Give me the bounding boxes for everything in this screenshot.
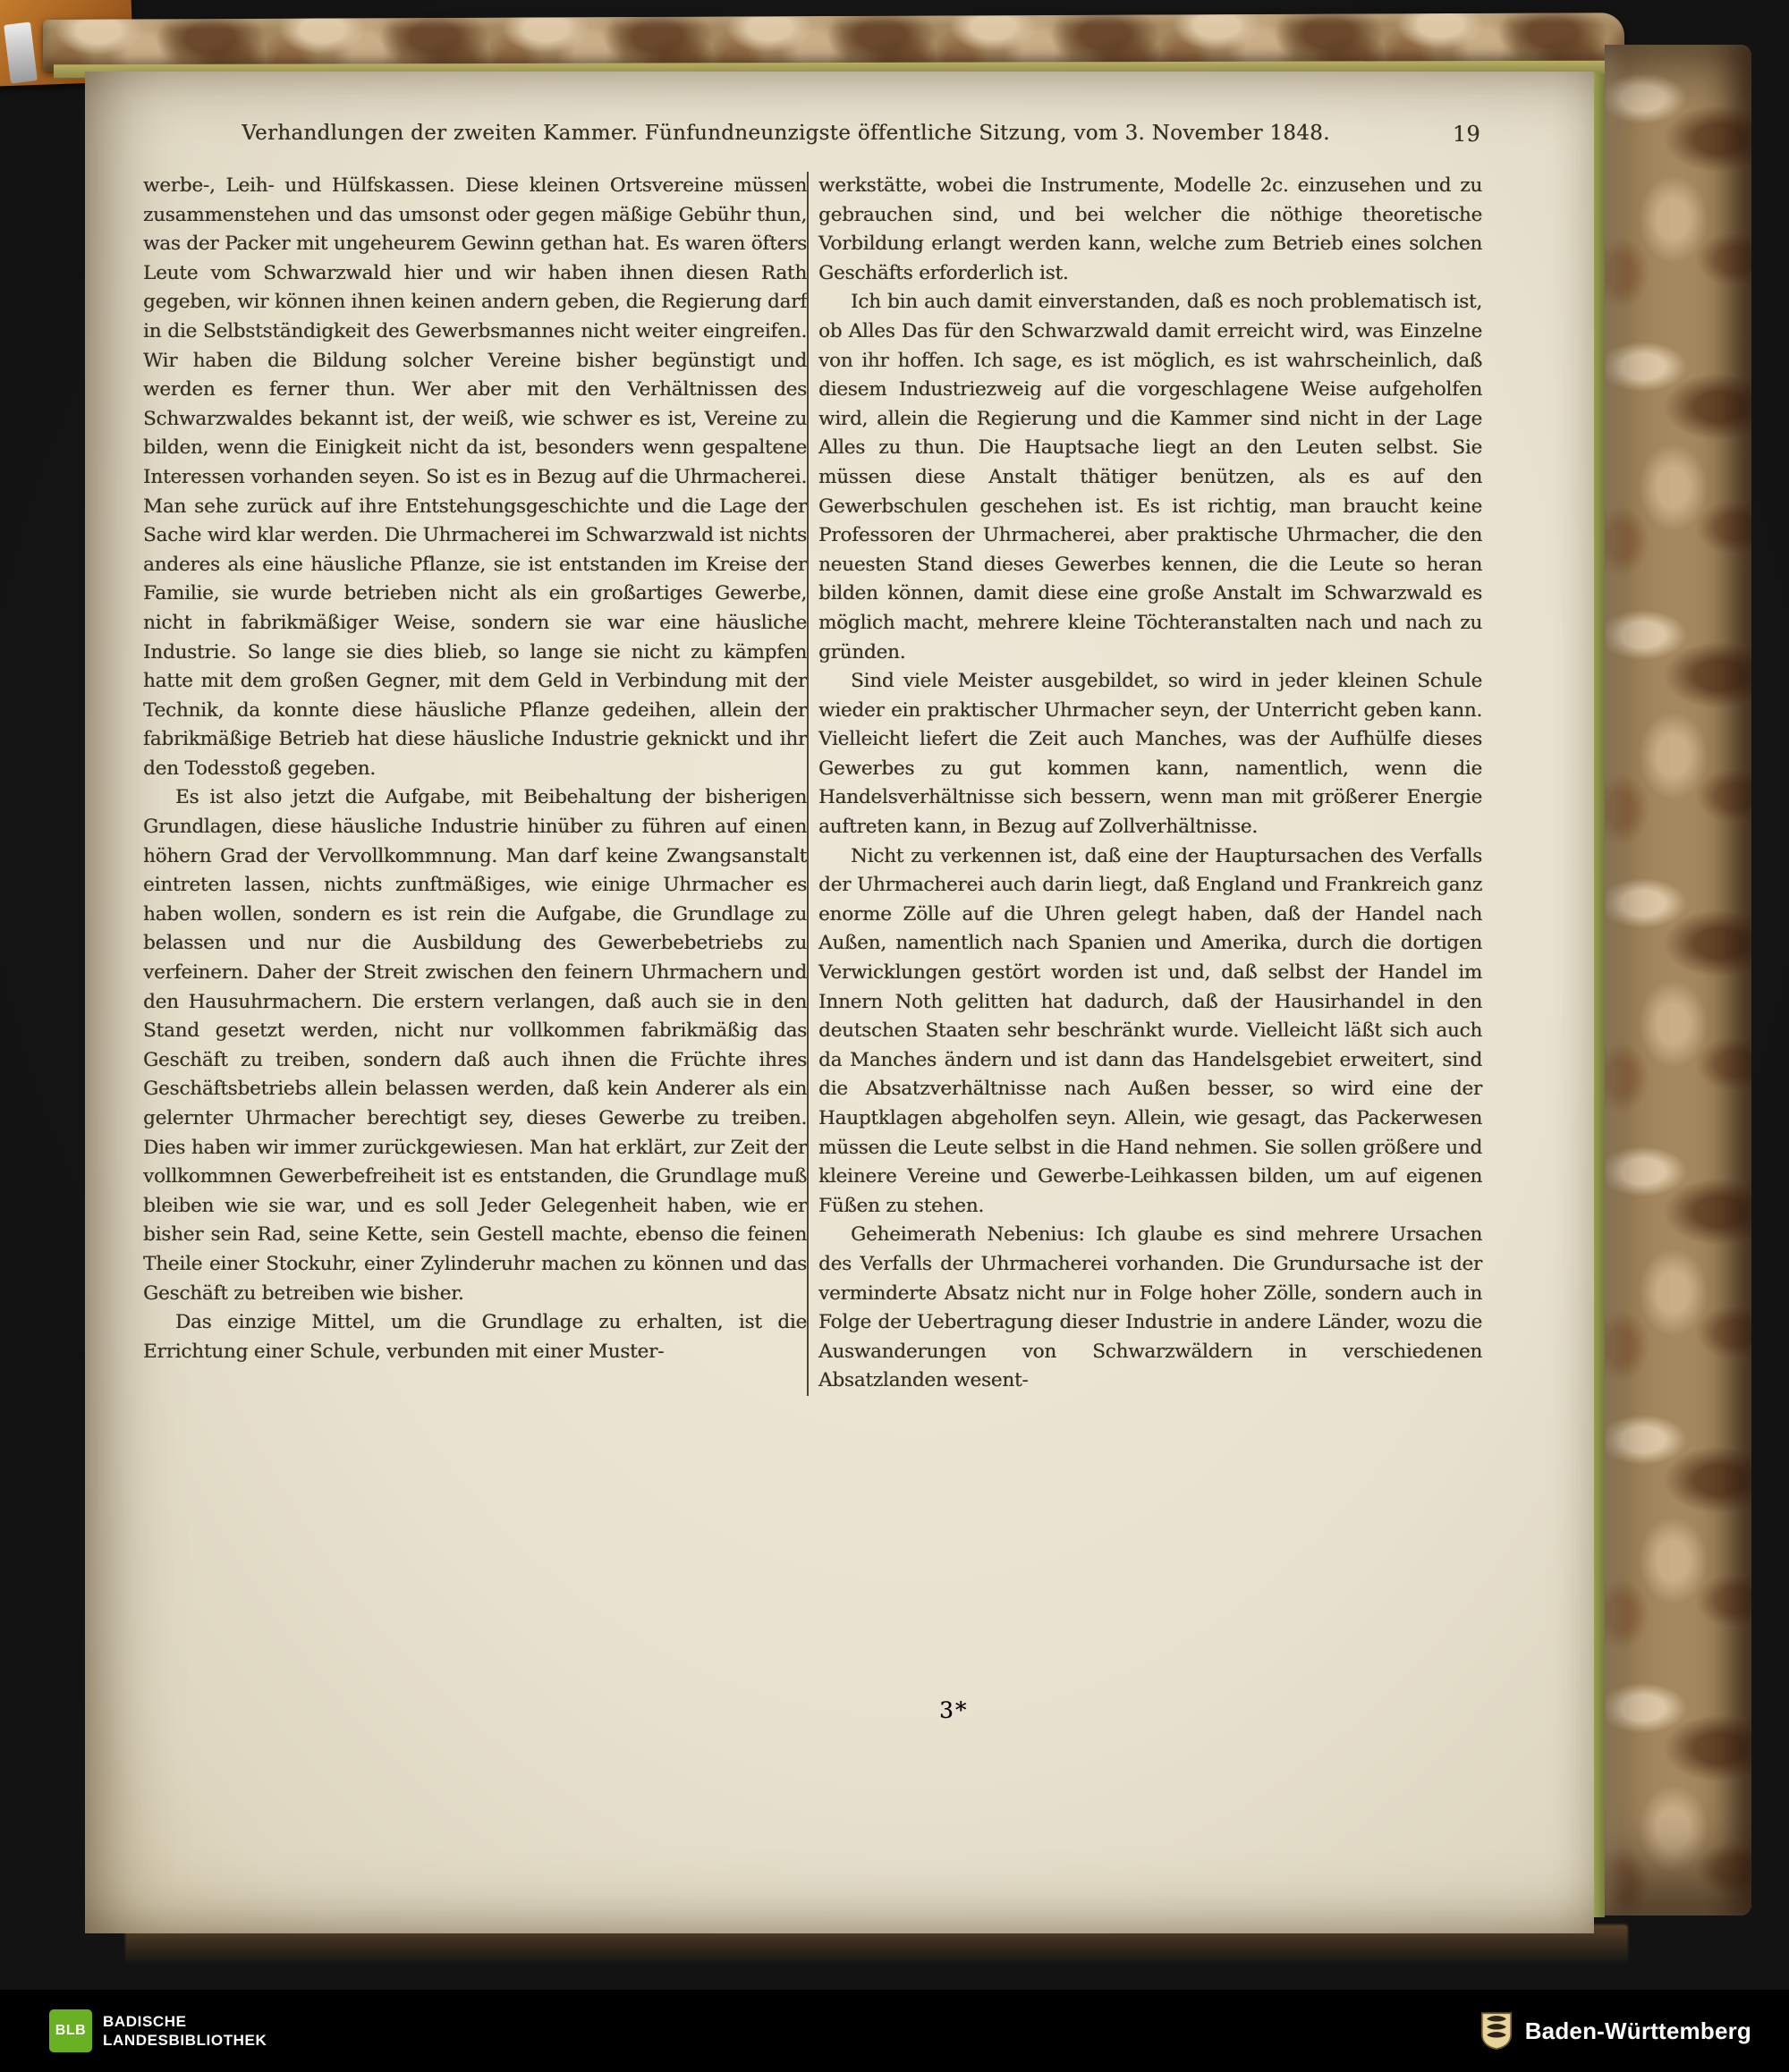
blb-logo-icon — [49, 2009, 92, 2052]
footer-bar — [0, 1990, 1789, 2072]
paragraph: Es ist also jetzt die Aufgabe, mit Beibehaltung der bisherigen Grundlagen, diese häusliche Industrie hinüber zu führen auf einen höhern Grad der Vervollkommnung. Man darf keine Zwangsanstalt eintreten lassen, nichts zunftmäßiges, wie einige Uhrmacher es haben wollen, sondern es ist rein die Aufgabe, die Grundlage zu belassen und nur die Ausbildung des Gewerbebetriebs zu verfeinern. Daher der Streit zwischen den feinern Uhrmachern und den Hausuhrmachern. Die erstern verlangen, daß auch sie in den Stand gesetzt werden, nicht nur vollkommen fabrikmäßig das Geschäft zu treiben, sondern daß auch ihnen die Früchte ihres Geschäftsbetriebs allein belassen werden, daß kein Anderer als ein gelernter Uhrmacher berechtigt sey, dieses Gewerbe zu treiben. Dies haben wir immer zurückgewiesen. Man hat erklärt, zur Zeit der vollkommnen Gewerbefreiheit ist es entstanden, die Grundlage muß bleiben wie sie war, und es soll Jeder Gelegenheit haben, wie er bisher sein Rad, seine Kette, sein Gestell machte, ebenso die feinen Theile einer Stockuhr, einer Zylinderuhr machen zu können und das Geschäft zu betreiben wie bisher. — [143, 786, 807, 1305]
coat-of-arms-icon — [1480, 2010, 1513, 2051]
text-columns — [143, 172, 1482, 1396]
paragraph: Ich bin auch damit einverstanden, daß es noch problematisch ist, ob Alles Das für den Schwarzwald damit erreicht wird, was Einzelne von ihr hoffen. Ich sage, es ist möglich, es ist wahrscheinlich, daß diesem Industriezweig auf die vorgeschlagene Weise aufgeholfen wird, allein die Regierung und die Kammer sind nicht in der Lage Alles zu thun. Die Hauptsache liegt an den Leuten selbst. Sie müssen diese Anstalt thätiger benützen, als es auf den Gewerbschulen geschehen ist. Es ist richtig, man braucht keine Professoren der Uhrmacherei, aber praktische Uhrmacher, die den neuesten Stand dieses Gewerbes kennen, die die Leute so heran bilden können, damit diese eine große Anstalt im Schwarzwald es möglich macht, mehrere kleine Töchteranstalten nach und nach zu gründen. — [818, 291, 1482, 664]
library-name-line1: BADISCHE — [103, 2013, 187, 2030]
state-name: Baden-Württemberg — [1524, 2017, 1751, 2044]
right-column — [807, 172, 1482, 1396]
page-content — [85, 72, 1594, 1933]
running-title: Verhandlungen der zweiten Kammer. Fünfundneunzigste öffentliche Sitzung, vom 3. November 1848. — [242, 122, 1330, 145]
signature-mark: 3* — [939, 1697, 969, 1723]
left-column — [143, 172, 807, 1396]
library-name — [103, 2012, 267, 2050]
paragraph: Geheimerath Nebenius: Ich glaube es sind mehrere Ursachen des Verfalls der Uhrmacherei vorhanden. Die Grundursache ist der verminderte Absatz nicht nur in Folge hoher Zölle, sondern auch in Folge der Uebertragung dieser Industrie in andere Länder, wozu die Auswanderungen von Schwarzwäldern in verschiedenen Absatzlanden wesent- — [818, 1223, 1482, 1392]
blb-logo-text: BLB — [55, 2023, 87, 2038]
page-header — [143, 122, 1482, 166]
library-name-line2: LANDESBIBLIOTHEK — [103, 2032, 267, 2049]
paragraph: Nicht zu verkennen ist, daß eine der Hauptursachen des Verfalls der Uhrmacherei auch darin liegt, daß England und Frankreich ganz enorme Zölle auf die Uhren gelegt haben, daß der Handel nach Außen, namentlich nach Spanien und Amerika, durch die dortigen Verwicklungen gestört worden ist und, daß selbst der Handel im Innern Noth gelitten hat dadurch, daß der Hausirhandel in den deutschen Staaten sehr beschränkt wurde. Vielleicht läßt sich auch da Manches ändern und ist dann das Handelsgebiet erweitert, sind die Absatzverhältnisse nach Außen besser, so wird eine der Hauptklagen abgeholfen seyn. Allein, wie gesagt, das Packerwesen müssen die Leute selbst in die Hand nehmen. Sie sollen größere und kleinere Vereine und Gewerbe-Leihkassen bilden, um auf eigenen Füßen zu stehen. — [818, 844, 1482, 1217]
book-page — [85, 72, 1594, 1933]
paragraph: Das einzige Mittel, um die Grundlage zu erhalten, ist die Errichtung einer Schule, verbunden mit einer Muster- — [143, 1311, 807, 1363]
book-right-page-edge — [1593, 73, 1605, 1917]
paragraph: werbe-, Leih- und Hülfskassen. Diese kleinen Ortsvereine müssen zusammenstehen und das umsonst oder gegen mäßige Gebühr thun, was der Packer mit ungeheurem Gewinn gethan hat. Es waren öfters Leute vom Schwarzwald hier und wir haben ihnen diesen Rath gegeben, wir können ihnen keinen andern geben, die Regierung darf in die Selbstständigkeit des Gewerbsmannes nicht weiter eingreifen. Wir haben die Bildung solcher Vereine bisher begünstigt und werden es ferner thun. Wer aber mit den Verhältnissen des Schwarzwaldes bekannt ist, der weiß, wie schwer es ist, Vereine zu bilden, wenn die Einigkeit nicht da ist, besonders wenn gespaltene Interessen vorhanden seyen. So ist es in Bezug auf die Uhrmacherei. Man sehe zurück auf ihre Entstehungsgeschichte und die Lage der Sache wird klar werden. Die Uhrmacherei im Schwarzwald ist nichts anderes als eine häusliche Pflanze, sie ist entstanden im Kreise der Familie, sie wurde betrieben nicht als ein großartiges Gewerbe, nicht in fabrikmäßiger Weise, sondern sie war eine häusliche Industrie. So lange sie dies blieb, so lange sie nicht zu kämpfen hatte mit dem großen Gegner, mit dem Geld in Verbindung mit der Technik, da konnte diese häusliche Pflanze gedeihen, allein der fabrikmäßige Betrieb hat diese häusliche Industrie geknickt und ihr den Todesstoß gegeben. — [143, 174, 807, 780]
library-brand — [49, 2009, 267, 2052]
paragraph: Sind viele Meister ausgebildet, so wird in jeder kleinen Schule wieder ein praktischer Uhrmacher seyn, der Unterricht geben kann. Vielleicht liefert die Zeit auch Manches, was der Aufhülfe dieses Gewerbes zu gut kommen kann, namentlich, wenn die Handelsverhältnisse sich bessern, wenn man mit größerer Energie auftreten kann, in Bezug auf Zollverhältnisse. — [818, 670, 1482, 839]
state-brand — [1480, 2010, 1751, 2051]
page-number: 19 — [1452, 122, 1480, 147]
marbled-fore-edge — [1605, 45, 1751, 1916]
paragraph: werkstätte, wobei die Instrumente, Modelle 2c. einzusehen und zu gebrauchen sind, und bei welcher die nöthige theoretische Vorbildung erlangt werden kann, welche zum Betrieb eines solchen Geschäfts erforderlich ist. — [818, 174, 1482, 284]
